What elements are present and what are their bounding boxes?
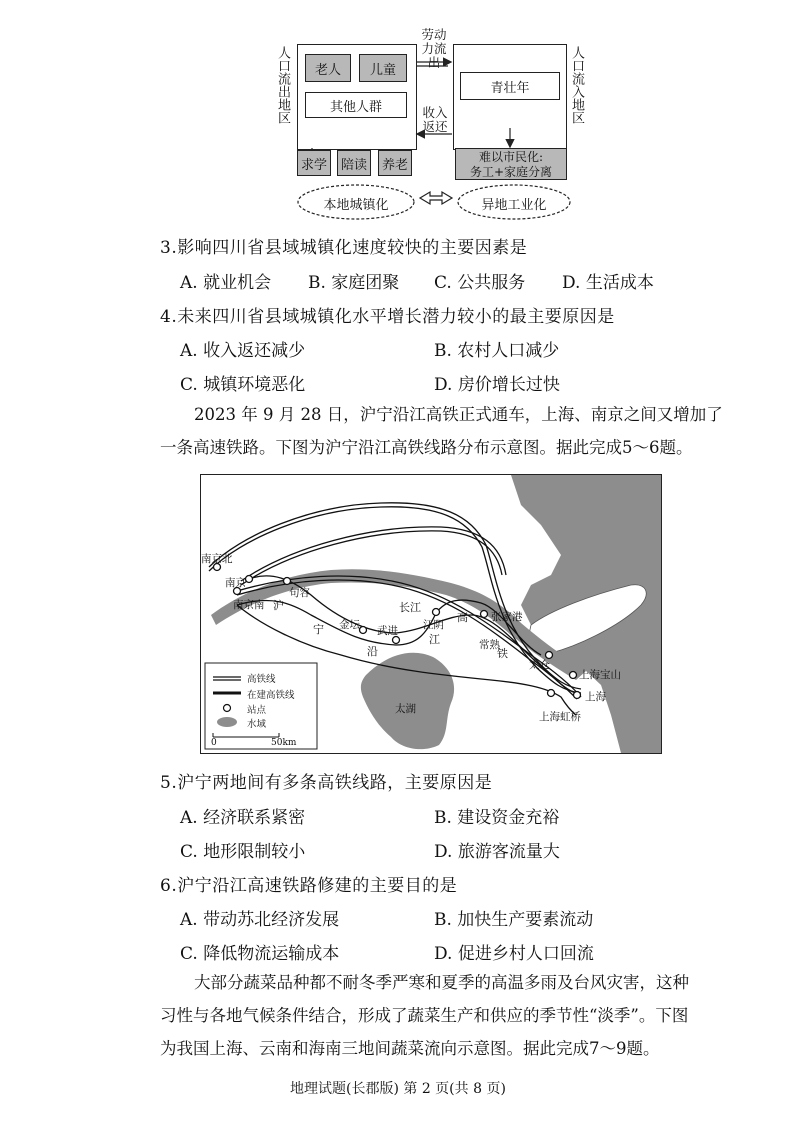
q4-stem: 4.未来四川省县域城镇化水平增长潜力较小的最主要原因是 bbox=[160, 307, 615, 327]
q4-option-a[interactable]: A. 收入返还减少 bbox=[180, 341, 306, 361]
legend-station: 站点 bbox=[247, 705, 267, 716]
q3-option-a[interactable]: A. 就业机会 bbox=[180, 273, 272, 293]
elderly-label: 老人 bbox=[314, 63, 341, 78]
station-zhangjiagang: 张家港 bbox=[491, 611, 523, 623]
station-wujin: 武进 bbox=[377, 625, 398, 637]
river-label: 长江 bbox=[399, 601, 421, 614]
para2-line-2: 习性与各地气候条件结合，形成了蔬菜生产和供应的季节性“淡季”。下图 bbox=[160, 1006, 689, 1025]
station-nanjing: 南京 bbox=[225, 577, 246, 589]
q5-stem: 5.沪宁两地间有多条高铁线路，主要原因是 bbox=[160, 773, 493, 793]
para2-line-3: 为我国上海、云南和海南三地间蔬菜流向示意图。据此完成7～9题。 bbox=[160, 1039, 660, 1058]
q6-stem: 6.沪宁沿江高速铁路修建的主要目的是 bbox=[160, 876, 458, 896]
route-char-4: 江 bbox=[429, 633, 440, 646]
q5-option-d[interactable]: D. 旅游客流量大 bbox=[434, 842, 560, 862]
q6-option-a[interactable]: A. 带动苏北经济发展 bbox=[180, 910, 340, 930]
q4-option-d[interactable]: D. 房价增长过快 bbox=[434, 375, 560, 395]
hard-citizen-line1: 难以市民化: bbox=[478, 150, 544, 164]
outflow-region-label: 人口流出地区 bbox=[275, 46, 290, 124]
flow-diagram bbox=[270, 24, 600, 224]
inflow-region-label: 人口流入地区 bbox=[569, 46, 584, 124]
route-char-3: 沿 bbox=[367, 645, 378, 658]
railway-map bbox=[200, 474, 662, 754]
others-label: 其他人群 bbox=[329, 100, 382, 115]
station-changshu: 常熟 bbox=[479, 639, 500, 651]
study-label: 求学 bbox=[300, 158, 327, 173]
station-jintan: 金坛 bbox=[339, 619, 360, 631]
route-char-2: 宁 bbox=[313, 623, 324, 636]
legend-hsr: 高铁线 bbox=[247, 674, 276, 685]
q3-option-c[interactable]: C. 公共服务 bbox=[434, 273, 526, 293]
q6-option-c[interactable]: C. 降低物流运输成本 bbox=[180, 944, 340, 964]
q3-option-d[interactable]: D. 生活成本 bbox=[562, 273, 654, 293]
q6-option-d[interactable]: D. 促进乡村人口回流 bbox=[434, 944, 594, 964]
station-taicang: 太仓 bbox=[529, 659, 550, 671]
intro-paragraph-2 bbox=[160, 966, 740, 1065]
legend-water: 水域 bbox=[247, 719, 267, 730]
route-char-1: 沪 bbox=[273, 599, 284, 612]
q3-option-b[interactable]: B. 家庭团聚 bbox=[308, 273, 400, 293]
accompany-label: 陪读 bbox=[340, 158, 367, 173]
page-footer: 地理试题(长郡版) 第 2 页(共 8 页) bbox=[290, 1081, 506, 1097]
lake-label: 太湖 bbox=[395, 703, 416, 715]
intro-paragraph-1 bbox=[160, 398, 740, 464]
q3-stem: 3.影响四川省县域城镇化速度较快的主要因素是 bbox=[160, 238, 528, 258]
station-nanjingnan: 南京南 bbox=[233, 599, 265, 611]
hard-citizen-line2: 务工+家庭分离 bbox=[469, 165, 553, 179]
labor-outflow-label: 劳动力流出 bbox=[421, 27, 447, 70]
station-shanghai: 上海 bbox=[585, 691, 606, 703]
children-label: 儿童 bbox=[369, 63, 396, 78]
local-urbanization-label: 本地城镇化 bbox=[323, 198, 389, 213]
q6-option-b[interactable]: B. 加快生产要素流动 bbox=[434, 910, 594, 930]
station-shanghaihongqiao: 上海虹桥 bbox=[539, 711, 581, 723]
q5-option-c[interactable]: C. 地形限制较小 bbox=[180, 842, 306, 862]
para2-line-1: 大部分蔬菜品种都不耐冬季严寒和夏季的高温多雨及台风灾害，这种 bbox=[194, 973, 689, 992]
station-nanjingbei: 南京北 bbox=[201, 553, 233, 565]
station-jiangyin: 江阴 bbox=[423, 619, 444, 631]
intro-line-1: 2023 年 9 月 28 日，沪宁沿江高铁正式通车，上海、南京之间又增加了 bbox=[194, 405, 723, 424]
station-jurong: 句容 bbox=[289, 587, 310, 599]
scale-fifty: 50km bbox=[271, 738, 297, 748]
map-svg bbox=[201, 475, 661, 753]
scale-zero: 0 bbox=[211, 738, 217, 748]
q5-option-b[interactable]: B. 建设资金充裕 bbox=[434, 808, 560, 828]
q5-option-a[interactable]: A. 经济联系紧密 bbox=[180, 808, 306, 828]
legend-hsr-building: 在建高铁线 bbox=[247, 690, 295, 701]
remote-industrialization-label: 异地工业化 bbox=[481, 198, 547, 213]
pension-label: 养老 bbox=[381, 158, 408, 173]
q4-option-b[interactable]: B. 农村人口减少 bbox=[434, 341, 560, 361]
income-return-label: 收入返还 bbox=[422, 105, 448, 134]
station-shanghaibaoshan: 上海宝山 bbox=[579, 669, 621, 681]
intro-line-2: 一条高速铁路。下图为沪宁沿江高铁线路分布示意图。据此完成5～6题。 bbox=[160, 438, 693, 457]
route-char-6: 铁 bbox=[497, 647, 508, 660]
q4-option-c[interactable]: C. 城镇环境恶化 bbox=[180, 375, 306, 395]
route-char-5: 高 bbox=[457, 611, 468, 624]
youth-label: 青壮年 bbox=[490, 81, 530, 96]
